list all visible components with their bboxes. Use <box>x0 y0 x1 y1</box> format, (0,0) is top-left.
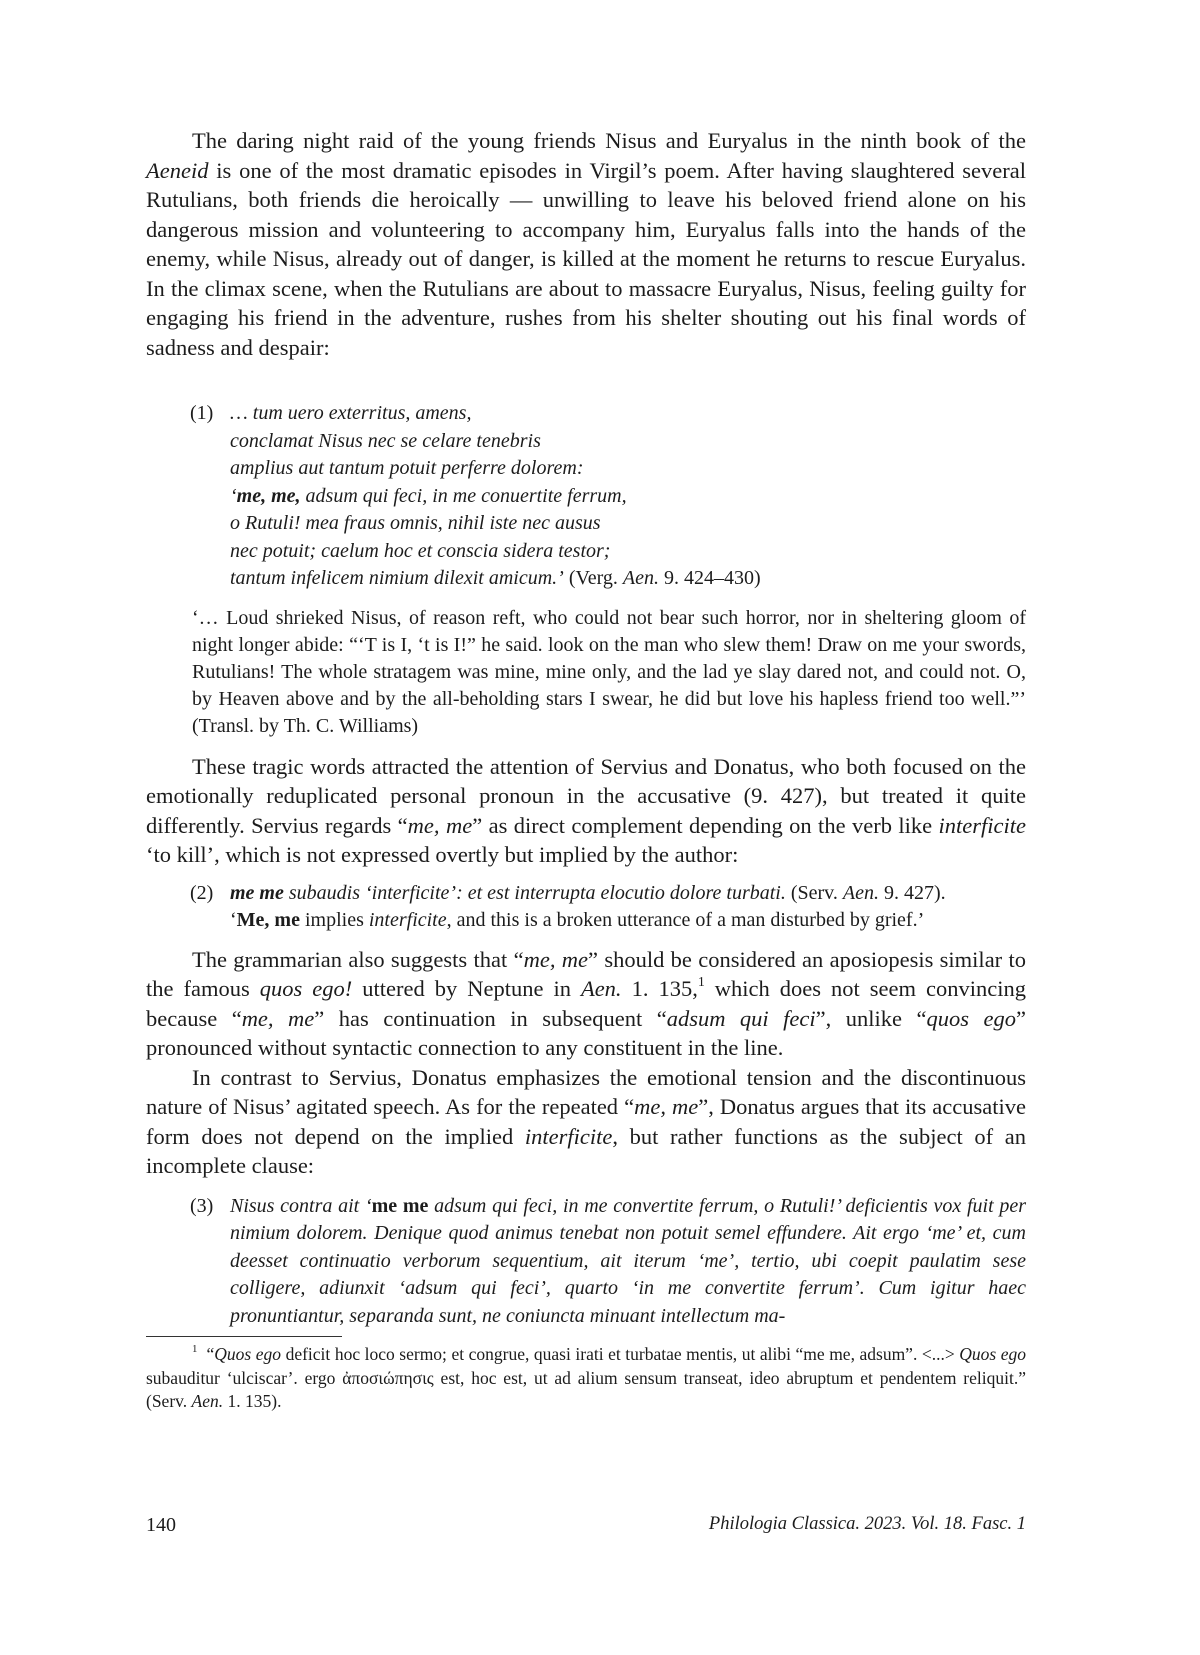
footnote-divider <box>146 1336 342 1337</box>
footnote-number: 1 <box>192 1343 198 1356</box>
paragraph-servius: These tragic words attracted the attention of Servius and Donatus, who both focused on the emotionally reduplicated personal pronoun in the accusative (9. 427), but treated it quite differently. Servius regards “me, me” as direct complement depending on the verb like interficite ‘to kill’, which is not expressed overtly but implied by the author: <box>146 753 1026 867</box>
paragraph-donatus: In contrast to Servius, Donatus emphasizes the emotional tension and the discontinuous nature of Nisus’ agitated speech. As for the repeated “me, me”, Donatus argues that its accusative form does not depend on the implied interficite, but rather functions as the subject of an incomplete clause: <box>146 1064 1027 1178</box>
example-2: (2) me me subaudis ‘interficite’: et est interrupta elocutio dolore turbati. (Serv. Aen. 9. 427). ‘Me, me implies interficite, and this is a broken utterance of a man disturbed by grief.’ <box>190 881 946 931</box>
paragraph-intro: The daring night raid of the young friends Nisus and Euryalus in the ninth book of the Aeneid is one of the most dramatic episodes in Virgil’s poem. After having slaughtered several Rutulians, both friends die heroically — unwilling to leave his beloved friend alone on his dangerous mission and volunteering to accompany him, Euryalus falls into the hands of the enemy, while Nisus, already out of danger, is killed at the moment he returns to rescue Euryalus. In the climax scene, when the Rutulians are about to massacre Euryalus, Nisus, feeling guilty for engaging his friend in the adventure, rushes from his shelter shouting out his final words of sadness and despair: <box>146 128 1026 360</box>
footnote-ref: 1 <box>697 975 705 991</box>
paragraph-aposiopesis: The grammarian also suggests that “me, me” should be considered an aposiopesis similar to the famous quos ego! uttered by Neptune in Aen. 1. 135,$^1$ which does not seem convincing because “me, me” has continuation in subsequent “adsum qui feci”, unlike “quos ego” pronounced without syntactic connection to any constituent in the line. <box>146 946 1026 1060</box>
footnote-1: $^1$ “Quos ego deficit hoc loco sermo; et congrue, quasi irati et turbatae mentis, ut alibi “me me, adsum”. <...> Quos ego subauditur ‘ulciscar’. ergo ἀποσιώπησις est, hoc est, ut ad alium sensum transeat, ideo abruptum et pendentem reliquit.” (Serv. Aen. 1. 135). <box>146 1343 1027 1411</box>
example-1-translation: ‘… Loud shrieked Nisus, of reason reft, who could not bear such horror, nor in sheltering gloom of night longer abide: “‘T is I, ‘t is I!” he said. look on the man who slew them! Draw on me your swords, Rutulians! The whole stratagem was mine, mine only, and the lad ye slay dared not, and could not. O, by Heaven above and by the all-beholding stars I swear, he did but love his hapless friend too well.”’ (Transl. by Th. C. Williams) <box>192 606 1026 737</box>
page-number: 140 <box>146 1514 176 1536</box>
example-3: (3) Nisus contra ait ‘me me adsum qui feci, in me convertite ferrum, o Rutuli!’ deficientis vox fuit per nimium dolorem. Denique quod animus tenebat non potuit semel effundere. Ait ergo ‘me’ et, cum deesset continuatio verborum sequentium, ait iterum ‘me’, tertio, ubi coepit paulatim sese colligere, adiunxit ‘adsum qui feci’, quarto ‘in me convertite ferrum’. Cum igitur haec pronuntiantur, separanda sunt, ne coniuncta minuant intellectum ma- <box>190 1194 1027 1327</box>
example-number: (1) <box>190 402 214 424</box>
journal-citation: Philologia Classica. 2023. Vol. 18. Fasc. 1 <box>708 1514 1026 1534</box>
example-number: (3) <box>190 1194 214 1217</box>
example-1-verse: (1) … tum uero exterritus, amens, conclamat Nisus nec se celare tenebris amplius aut tantum potuit perferre dolorem: ‘me, me, adsum qui feci, in me conuertite ferrum, o Rutuli! mea fraus omnis, nihil iste nec ausus nec potuit; caelum hoc et conscia sidera testor; tantum infelicem nimium dilexit amicum.’ (Verg. Aen. 9. 424–430) <box>190 402 761 589</box>
example-number: (2) <box>190 881 214 904</box>
article-body <box>146 126 1026 1414</box>
